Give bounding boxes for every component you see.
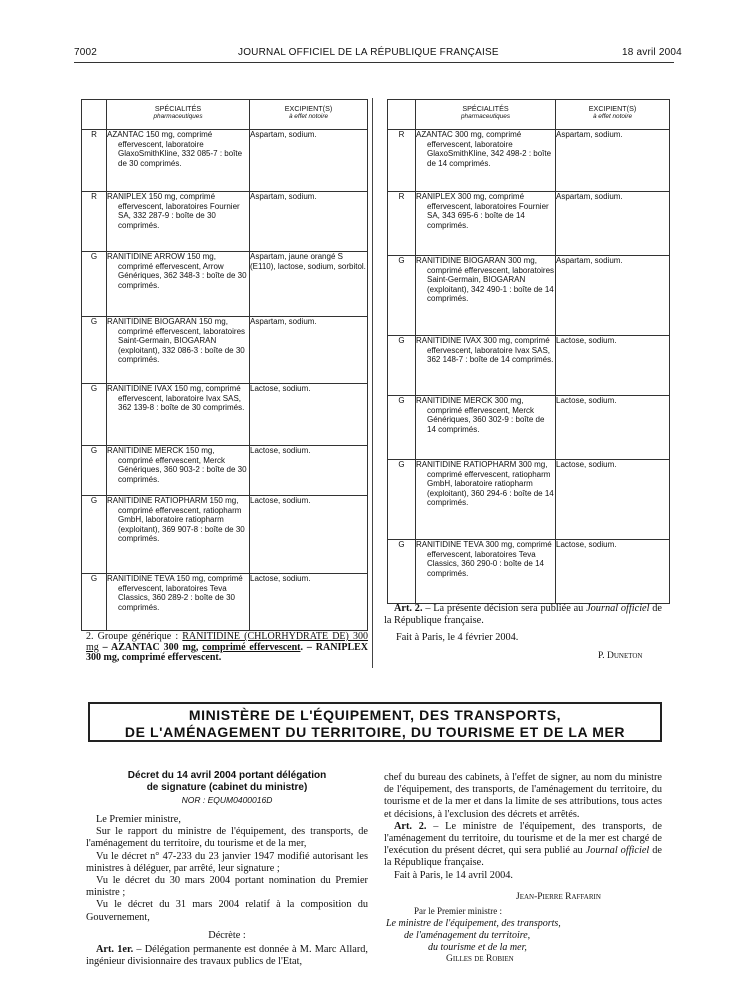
table-row bbox=[388, 460, 670, 540]
table-row bbox=[388, 336, 670, 396]
visa-decret-1947: Vu le décret n° 47-233 du 23 janvier 1947 modifié autorisant les ministres à déléguer, par arrêté, leur signature ; bbox=[86, 850, 368, 874]
article-2-decret: Art. 2. – Le ministre de l'équipement, des transports, de l'aménagement du territoire, du tourisme et de la mer est chargé de l'exécution du présent décret, qui sera publié au Journal officiel de la République française. bbox=[384, 820, 662, 869]
table-row bbox=[82, 574, 368, 631]
ministre-signataire: Le ministre de l'équipement, des transports, de l'aménagement du territoire, du tourisme et de la mer, bbox=[386, 918, 561, 953]
category-code: G bbox=[82, 252, 107, 317]
fait-a-paris-decret: Fait à Paris, le 14 avril 2004. bbox=[394, 869, 513, 881]
excipient-cell: Aspartam, sodium. bbox=[556, 256, 670, 336]
excipient-cell: Lactose, sodium. bbox=[250, 574, 368, 631]
specialite-cell: RANITIDINE IVAX 300 mg, comprimé effervescent, laboratoire Ivax SAS, 362 148-7 : boîte de 14 comprimés. bbox=[416, 336, 556, 396]
col-excipients: EXCIPIENT(S) à effet notoire bbox=[556, 100, 670, 130]
page-number: 7002 bbox=[74, 47, 98, 58]
specialite-cell: RANITIDINE RATIOPHARM 150 mg, comprimé effervescent, ratiopharm GmbH, laboratoire ratiopharm (exploitant), 369 907-8 : boîte de 30 comprimés. bbox=[107, 496, 250, 574]
par-le-premier-ministre: Par le Premier ministre : bbox=[414, 906, 502, 916]
specialite-cell: AZANTAC 150 mg, comprimé effervescent, laboratoire GlaxoSmithKline, 332 085-7 : boîte de 30 comprimés. bbox=[107, 130, 250, 192]
category-code: G bbox=[82, 384, 107, 446]
right-specialites-table bbox=[387, 99, 670, 604]
excipient-cell: Lactose, sodium. bbox=[556, 396, 670, 460]
specialite-cell: RANIPLEX 300 mg, comprimé effervescent, laboratoires Fournier SA, 343 695-6 : boîte de 14 comprimés. bbox=[416, 192, 556, 256]
category-code: R bbox=[388, 130, 416, 192]
issue-date: 18 avril 2004 bbox=[622, 47, 682, 58]
category-code: R bbox=[82, 130, 107, 192]
fait-a-paris-date: Fait à Paris, le 4 février 2004. bbox=[396, 632, 519, 643]
specialite-cell: RANITIDINE IVAX 150 mg, comprimé effervescent, laboratoire Ivax SAS, 362 139-8 : boîte de 30 comprimés. bbox=[107, 384, 250, 446]
nor-reference: NOR : EQUM0400016D bbox=[181, 795, 273, 805]
category-code: G bbox=[82, 496, 107, 574]
excipient-cell: Aspartam, sodium. bbox=[556, 130, 670, 192]
category-code: G bbox=[388, 540, 416, 604]
article-2-paragraph: Art. 2. – La présente décision sera publiée au Journal officiel de la République française. bbox=[384, 603, 663, 627]
table-row bbox=[82, 384, 368, 446]
excipient-cell: Aspartam, sodium. bbox=[250, 192, 368, 252]
table-row bbox=[82, 192, 368, 252]
signature-duneton: P. Duneton bbox=[598, 651, 643, 661]
specialite-cell: RANITIDINE TEVA 150 mg, comprimé effervescent, laboratoires Teva Classics, 360 289-2 : boîte de 30 comprimés. bbox=[107, 574, 250, 631]
col-specialites: SPÉCIALITÉS pharmaceutiques bbox=[416, 100, 556, 130]
specialite-cell: AZANTAC 300 mg, comprimé effervescent, laboratoire GlaxoSmithKline, 342 498-2 : boîte de 14 comprimés. bbox=[416, 130, 556, 192]
col-category bbox=[388, 100, 416, 130]
category-code: G bbox=[82, 574, 107, 631]
specialite-cell: RANITIDINE ARROW 150 mg, comprimé effervescent, Arrow Génériques, 362 348-3 : boîte de 30 comprimés. bbox=[107, 252, 250, 317]
table-row bbox=[82, 317, 368, 384]
specialite-cell: RANITIDINE BIOGARAN 300 mg, comprimé effervescent, laboratoires Saint-Germain, BIOGARAN (exploitant), 342 490-1 : boîte de 14 comprimés. bbox=[416, 256, 556, 336]
table-row bbox=[82, 252, 368, 317]
excipient-cell: Aspartam, sodium. bbox=[556, 192, 670, 256]
column-rule bbox=[372, 98, 373, 668]
category-code: R bbox=[388, 192, 416, 256]
journal-title: JOURNAL OFFICIEL DE LA RÉPUBLIQUE FRANÇAISE bbox=[238, 47, 499, 58]
specialite-cell: RANITIDINE MERCK 150 mg, comprimé effervescent, Merck Génériques, 360 903-2 : boîte de 30 comprimés. bbox=[107, 446, 250, 496]
col-category bbox=[82, 100, 107, 130]
premier-ministre: Le Premier ministre, bbox=[96, 814, 181, 825]
visa-decret-30-mars: Vu le décret du 30 mars 2004 portant nomination du Premier ministre ; bbox=[86, 875, 368, 899]
banner-line-1: MINISTÈRE DE L'ÉQUIPEMENT, DES TRANSPORTS, bbox=[188, 707, 562, 723]
left-specialites-table bbox=[81, 99, 368, 631]
visa-rapport: Sur le rapport du ministre de l'équipement, des transports, de l'aménagement du territoire, du tourisme et de la mer, bbox=[86, 826, 368, 850]
excipient-cell: Aspartam, sodium. bbox=[250, 317, 368, 384]
excipient-cell: Lactose, sodium. bbox=[250, 384, 368, 446]
category-code: G bbox=[388, 336, 416, 396]
category-code: R bbox=[82, 192, 107, 252]
decrete: Décrète : bbox=[208, 929, 246, 941]
article-1-continued: chef du bureau des cabinets, à l'effet de signer, au nom du ministre de l'équipement, des transports, de l'aménagement du territoire, du tourisme et de la mer et dans la limite de ses attributions, tous actes et décisions, à l'exclusion des décrets et arrêtés. bbox=[384, 772, 662, 820]
decret-left-column bbox=[86, 814, 368, 968]
specialite-cell: RANITIDINE MERCK 300 mg, comprimé effervescent, Merck Génériques, 360 302-9 : boîte de 14 comprimés. bbox=[416, 396, 556, 460]
article-1: Art. 1er. – Délégation permanente est donnée à M. Marc Allard, ingénieur divisionnaire des travaux publics de l'Etat, bbox=[86, 944, 368, 968]
table-row bbox=[388, 256, 670, 336]
category-code: G bbox=[388, 396, 416, 460]
table-row bbox=[388, 130, 670, 192]
table-row bbox=[388, 540, 670, 604]
groupe-generique-paragraph: 2. Groupe générique : RANITIDINE (CHLORHYDRATE DE) 300 mg – AZANTAC 300 mg, comprimé effervescent. – RANIPLEX 300 mg, comprimé effervescent. bbox=[86, 631, 369, 663]
table-row bbox=[388, 192, 670, 256]
table-row bbox=[82, 446, 368, 496]
specialite-cell: RANITIDINE TEVA 300 mg, comprimé effervescent, laboratoires Teva Classics, 360 290-0 : boîte de 14 comprimés. bbox=[416, 540, 556, 604]
banner-line-2: DE L'AMÉNAGEMENT DU TERRITOIRE, DU TOURISME ET DE LA MER bbox=[124, 724, 626, 740]
category-code: G bbox=[82, 446, 107, 496]
table-row bbox=[82, 496, 368, 574]
excipient-cell: Lactose, sodium. bbox=[556, 460, 670, 540]
decret-right-column bbox=[384, 772, 662, 882]
table-row bbox=[82, 130, 368, 192]
excipient-cell: Lactose, sodium. bbox=[556, 336, 670, 396]
visa-decret-31-mars: Vu le décret du 31 mars 2004 relatif à la composition du Gouvernement, bbox=[86, 899, 368, 923]
signature-robien: Gilles de Robien bbox=[446, 954, 514, 964]
excipient-cell: Lactose, sodium. bbox=[250, 446, 368, 496]
header-rule bbox=[74, 62, 674, 63]
specialite-cell: RANITIDINE RATIOPHARM 300 mg, comprimé effervescent, ratiopharm GmbH, laboratoire ratiopharm (exploitant), 360 294-6 : boîte de 14 comprimés. bbox=[416, 460, 556, 540]
category-code: G bbox=[388, 460, 416, 540]
decret-title: Décret du 14 avril 2004 portant délégation de signature (cabinet du ministre) bbox=[127, 770, 327, 793]
excipient-cell: Aspartam, sodium. bbox=[250, 130, 368, 192]
signature-raffarin: Jean-Pierre Raffarin bbox=[516, 892, 601, 902]
col-specialites: SPÉCIALITÉS pharmaceutiques bbox=[107, 100, 250, 130]
table-row bbox=[388, 396, 670, 460]
excipient-cell: Lactose, sodium. bbox=[556, 540, 670, 604]
category-code: G bbox=[82, 317, 107, 384]
specialite-cell: RANITIDINE BIOGARAN 150 mg, comprimé effervescent, laboratoires Saint-Germain, BIOGARAN (exploitant), 332 086-3 : boîte de 30 comprimés. bbox=[107, 317, 250, 384]
category-code: G bbox=[388, 256, 416, 336]
ministry-banner bbox=[88, 702, 662, 742]
excipient-cell: Lactose, sodium. bbox=[250, 496, 368, 574]
specialite-cell: RANIPLEX 150 mg, comprimé effervescent, laboratoires Fournier SA, 332 287-9 : boîte de 30 comprimés. bbox=[107, 192, 250, 252]
excipient-cell: Aspartam, jaune orangé S (E110), lactose, sodium, sorbitol. bbox=[250, 252, 368, 317]
col-excipients: EXCIPIENT(S) à effet notoire bbox=[250, 100, 368, 130]
